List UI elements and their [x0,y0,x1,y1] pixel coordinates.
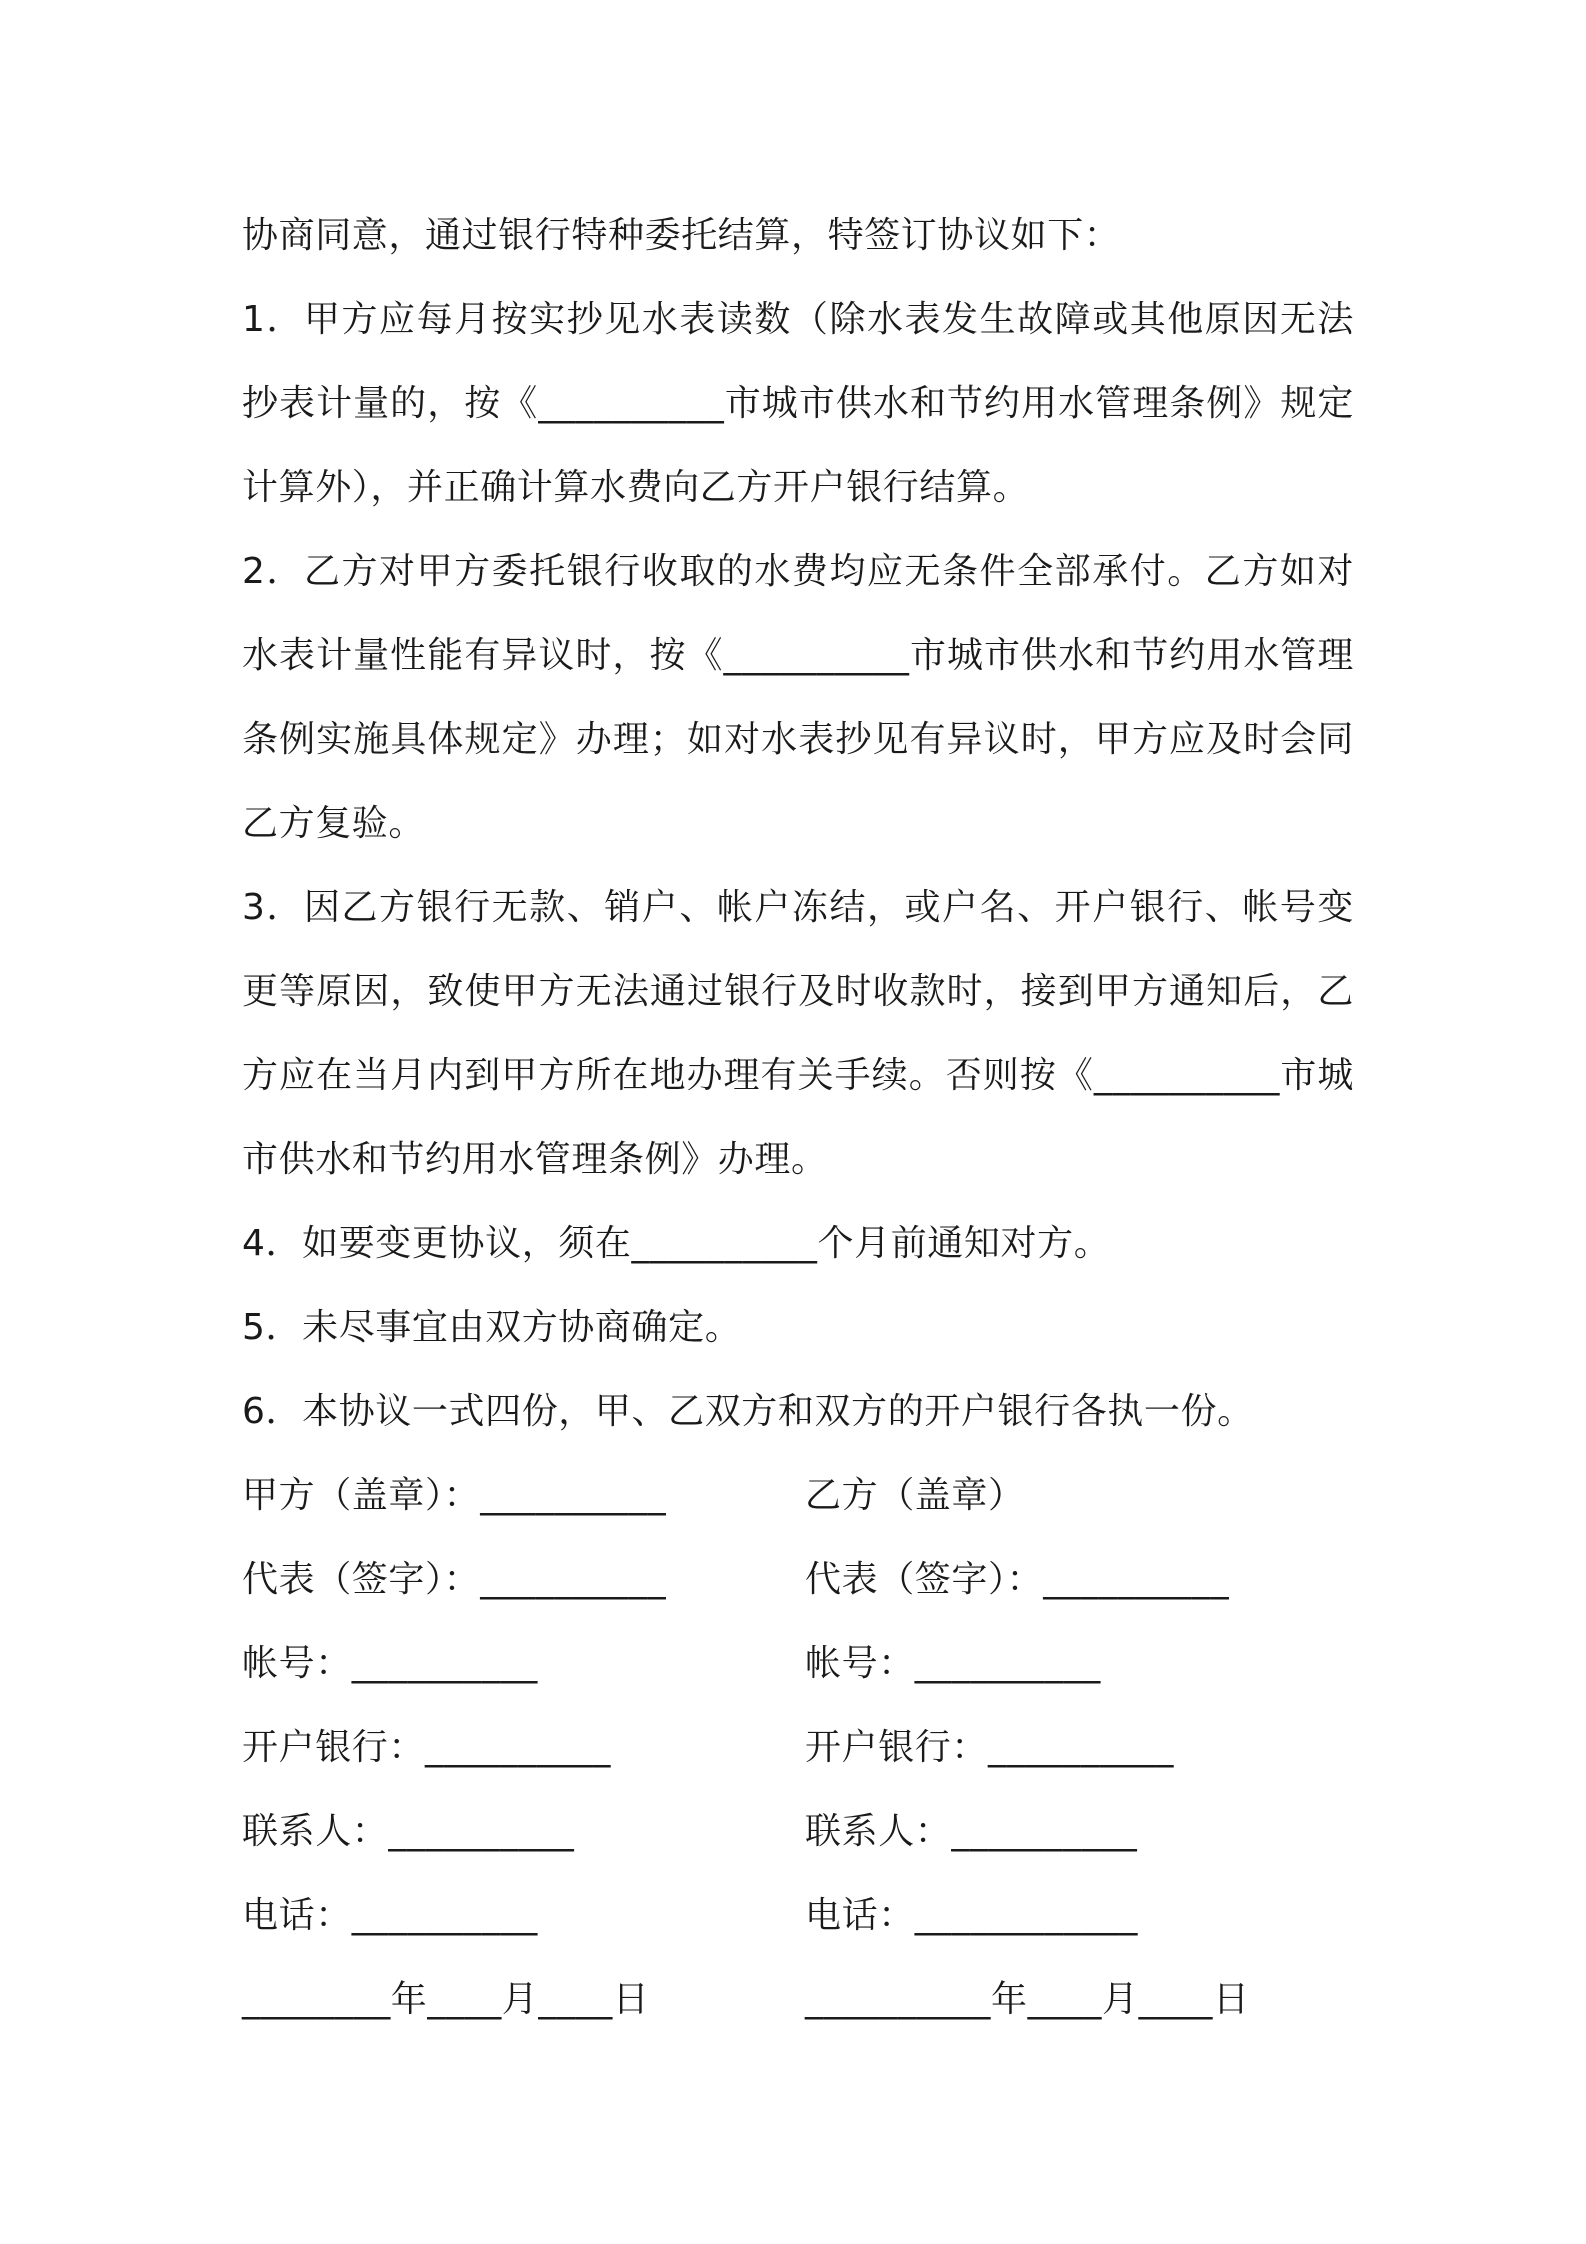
clause-2-line-3: 条例实施具体规定》办理；如对水表抄见有异议时，甲方应及时会同 [242,719,1354,760]
party-b-bank-field: 开户银行：__________ [805,1727,1174,1768]
party-b-phone-field: 电话：____________ [805,1895,1138,1936]
party-b-contact-field: 联系人：__________ [805,1811,1138,1852]
clause-1-line-1: 1．甲方应每月按实抄见水表读数（除水表发生故障或其他原因无法 [242,299,1354,340]
clause-6: 6．本协议一式四份，甲、乙双方和双方的开户银行各执一份。 [242,1391,1254,1432]
signature-row-date [242,1958,1354,2042]
clause-3-line-4: 市供水和节约用水管理条例》办理。 [242,1139,828,1180]
signature-row-seal [242,1454,1354,1538]
signature-row-representative [242,1538,1354,1622]
body-line-intro: 协商同意，通过银行特种委托结算，特签订协议如下： [242,215,1121,256]
clause-3-line-1: 3．因乙方银行无款、销户、帐户冻结，或户名、开户银行、帐号变 [242,887,1354,928]
party-a-phone-field: 电话：__________ [242,1895,538,1936]
party-a-seal-field: 甲方（盖章）：__________ [242,1475,667,1516]
clause-3-line-2: 更等原因，致使甲方无法通过银行及时收款时，接到甲方通知后，乙 [242,971,1354,1012]
party-a-date-field: ________年____月____日 [242,1979,650,2020]
signature-row-contact [242,1790,1354,1874]
party-a-account-field: 帐号：__________ [242,1643,538,1684]
clause-2-line-4: 乙方复验。 [242,803,426,844]
clause-2-line-1: 2．乙方对甲方委托银行收取的水费均应无条件全部承付。乙方如对 [242,551,1354,592]
signature-block [242,1454,1354,2042]
signature-row-phone [242,1874,1354,1958]
party-a-bank-field: 开户银行：__________ [242,1727,611,1768]
signature-row-account [242,1622,1354,1706]
party-a-contact-field: 联系人：__________ [242,1811,575,1852]
signature-row-bank [242,1706,1354,1790]
agreement-body [242,194,1354,1454]
clause-1-line-2: 抄表计量的，按《__________市城市供水和节约用水管理条例》规定 [242,383,1354,424]
clause-3-line-3: 方应在当月内到甲方所在地办理有关手续。否则按《__________市城 [242,1055,1355,1096]
clause-2-line-2: 水表计量性能有异议时，按《__________市城市供水和节约用水管理 [242,635,1354,676]
party-a-representative-field: 代表（签字）：__________ [242,1559,667,1600]
party-b-date-field: __________年____月____日 [805,1979,1250,2020]
clause-5: 5．未尽事宜由双方协商确定。 [242,1307,742,1348]
party-b-seal-field: 乙方（盖章） [805,1475,1025,1516]
party-b-account-field: 帐号：__________ [805,1643,1101,1684]
party-b-representative-field: 代表（签字）：__________ [805,1559,1230,1600]
clause-4: 4．如要变更协议，须在__________个月前通知对方。 [242,1223,1111,1264]
clause-1-line-3: 计算外），并正确计算水费向乙方开户银行结算。 [242,467,1030,508]
